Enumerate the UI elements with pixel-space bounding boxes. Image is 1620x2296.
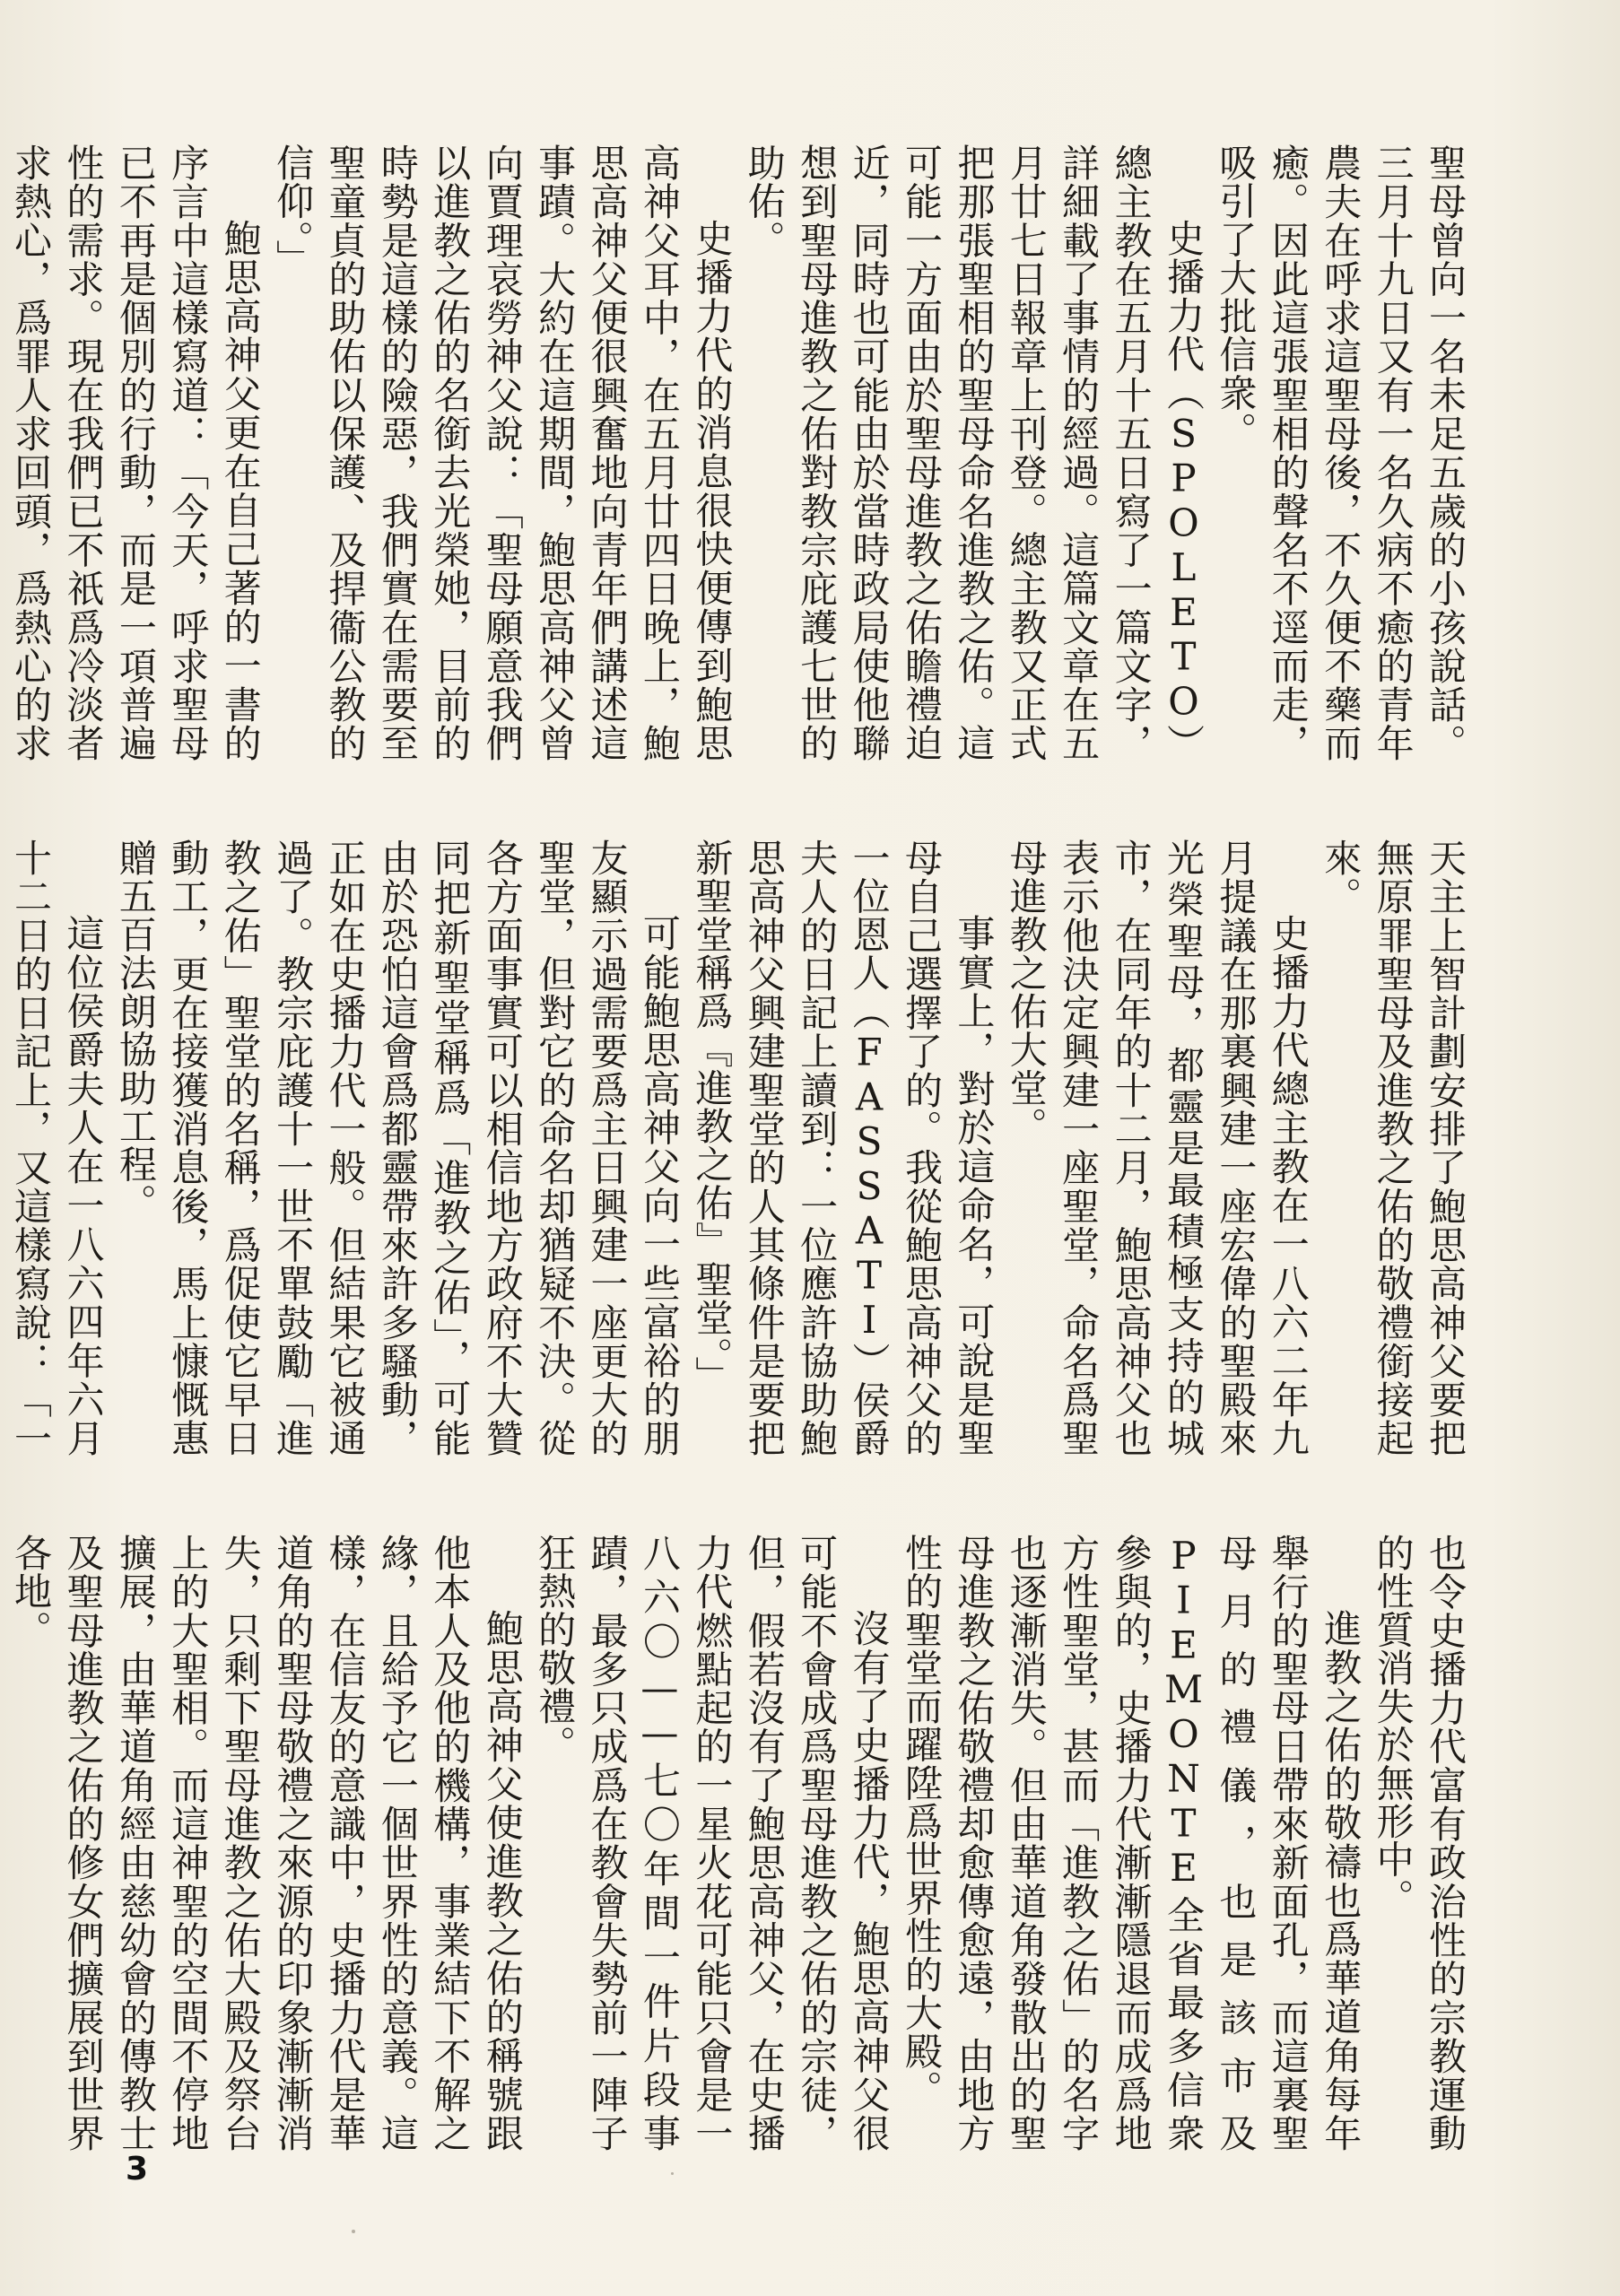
text-tier-bottom (9, 1534, 1471, 2152)
paragraph: 進教之佑的敬禱也爲華道角每年舉行的聖母日帶來新面孔，而這裏聖母月的禮儀，也是該市及PIEMONTE全省最多信衆參與的，史播力代漸漸隱退而成爲地方性聖堂，甚而「進教之佑」的名字也逐漸消失。但由華道角發散出的聖母進教之佑敬禮却愈傳愈遠，由地方性的聖堂而躍陞爲世界性的大殿。 (899, 1534, 1363, 2152)
paragraph: 沒有了史播力代，鮑思高神父很可能不會成爲聖母進教之佑的宗徒，但，假若沒有了鮑思高神父，在史播力代燃點起的一星火花可能只會是一八六〇——七〇年間一件片段事蹟，最多只成爲在教會失勢前一陣子狂熱的敬禮。 (533, 1534, 892, 2152)
paragraph: 事實上，對於這命名，可說是聖母自己選擇了的。我從鮑思高神父的一位恩人（FASSATI）侯爵夫人的日記上讀到：一位應許協助鮑思高神父興建聖堂的人其條件是要把新聖堂稱爲『進教之佑』聖堂。」 (690, 839, 997, 1457)
paragraph: 史播力代（SPOLETO）總主教在五月十五日寫了一篇文字，詳細載了事情的經過。這篇文章在五月廿七日報章上刊登。總主教又正式把那張聖相的聖母命名進教之佑。這可能一方面由於聖母進教之佑瞻禮迫近，同時也可能由於當時政局使他聯想到聖母進教之佑對教宗庇護七世的助佑。 (742, 144, 1206, 762)
paragraph: 史播力代總主教在一八六二年九月提議在那裏興建一座宏偉的聖殿來光榮聖母，都靈是最積極支持的城市，在同年的十二月，鮑思高神父也表示他決定興建一座聖堂，命名爲聖母進教之佑大堂。 (1004, 839, 1311, 1457)
paragraph: 史播力代的消息很快便傳到鮑思高神父耳中，在五月廿四日晚上，鮑思高神父便很興奮地向青年們講述這事蹟。大約在這期間，鮑思高神父曾向賈理哀勞神父說：「聖母願意我們以進教之佑的名銜去光榮她，目前的時勢是這樣的險惡，我們實在需要至聖童貞的助佑以保護、及捍衞公教的信仰。」 (271, 144, 735, 762)
paragraph: 鮑思高神父使進教之佑的稱號跟他本人及他的機構，事業結下不解之緣，且給予它一個世界性的意義。這樣，在信友的意識中，史播力代是華道角的聖母敬禮之來源的印象漸漸消失，只剩下聖母進教之佑大殿及祭台上的大聖相。而這神聖的空間不停地擴展，由華道角經由慈幼會的傳教士及聖母進教之佑的修女們擴展到世界各地。 (9, 1534, 525, 2152)
text-tier-top (9, 144, 1471, 762)
page-number: 3 (126, 2151, 149, 2187)
paper-speck (671, 2172, 674, 2175)
text-tier-middle (9, 839, 1471, 1457)
paper-speck (352, 2230, 355, 2233)
paragraph: 可能鮑思高神父向一些富裕的朋友顯示過需要爲主日興建一座更大的聖堂，但對它的命名却猶疑不決。從各方面事實可以相信地方政府不大贊同把新聖堂稱爲「進教之佑」，可能由於恐怕這會爲都靈帶來許多騷動，正如在史播力代一般。但結果它被通過了。教宗庇護十一世不單鼓勵「進教之佑」聖堂的名稱，爲促使它早日動工，更在接獲消息後，馬上慷慨惠贈五百法朗協助工程。 (113, 839, 682, 1457)
paragraph: 聖母曾向一名未足五歲的小孩說話。三月十九日又有一名久病不癒的青年農夫在呼求這聖母後，不久便不藥而癒。因此這張聖相的聲名不逕而走，吸引了大批信衆。 (1214, 144, 1468, 762)
paragraph: 這位侯爵夫人在一八六四年六月十二日的日記上，又這樣寫說：「一 (9, 839, 106, 1457)
paragraph: 也令史播力代富有政治性的宗教運動的性質消失於無形中。 (1371, 1534, 1468, 2152)
paragraph: 天主上智計劃安排了鮑思高神父要把無原罪聖母及進教之佑的敬禮銜接起來。 (1319, 839, 1468, 1457)
paragraph: 鮑思高神父更在自己著的一書的序言中這樣寫道：「今天，呼求聖母已不再是個別的行動，而是一項普遍性的需求。現在我們已不祇爲冷淡者求熱心，爲罪人求回頭，爲熱心的求 (9, 144, 263, 762)
paragraph (0, 1534, 4, 2152)
